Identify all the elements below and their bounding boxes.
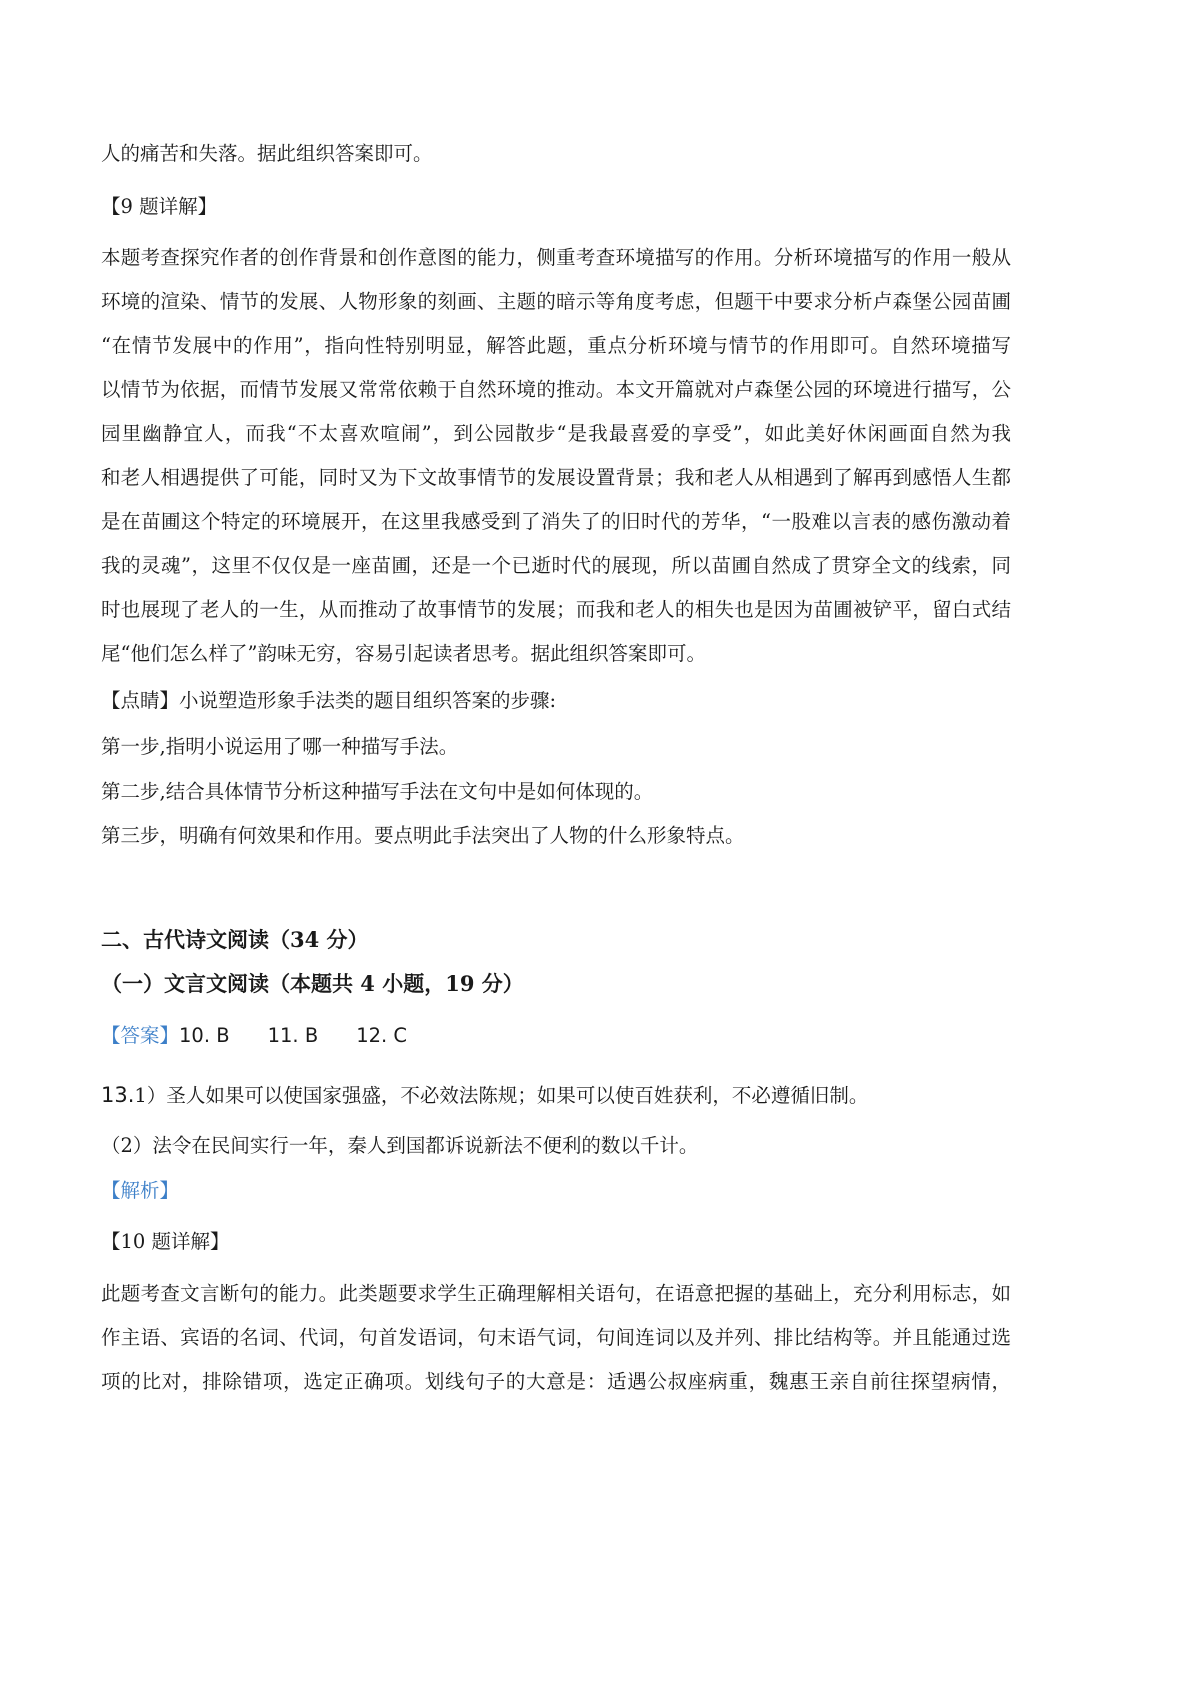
q13-number: 13. (101, 1083, 135, 1107)
section-subtitle: （一）文言文阅读（本题共 4 小题，19 分） (101, 971, 524, 996)
answer-item: 10. B (179, 1024, 230, 1047)
section-title: 二、古代诗文阅读（34 分） (101, 927, 369, 952)
q9-line: 以情节为依据，而情节发展又常常依赖于自然环境的推动。本文开篇就对卢森堡公园的环境进行描写，公 (101, 378, 1011, 401)
q9-line: 是在苗圃这个特定的环境展开，在这里我感受到了消失了的旧时代的芳华，“一股难以言表的感伤激动着 (101, 510, 1011, 533)
tip-step-2: 第二步,结合具体情节分析这种描写手法在文句中是如何体现的。 (101, 780, 654, 803)
q9-line: 和老人相遇提供了可能，同时又为下文故事情节的发展设置背景；我和老人从相遇到了解再到感悟人生都 (101, 466, 1011, 489)
q9-line: 尾“他们怎么样了”韵味无穷，容易引起读者思考。据此组织答案即可。 (101, 642, 706, 665)
q10-header: 【10 题详解】 (101, 1230, 230, 1253)
analysis-label: 【解析】 (101, 1179, 180, 1202)
q9-line: 我的灵魂”，这里不仅仅是一座苗圃，还是一个已逝时代的展现，所以苗圃自然成了贯穿全文的线索，同 (101, 554, 1011, 577)
q10-line: 项的比对，排除错项，选定正确项。划线句子的大意是：适遇公叔座病重，魏惠王亲自前往探望病情， (101, 1370, 1011, 1393)
q9-line: 本题考查探究作者的创作背景和创作意图的能力，侧重考查环境描写的作用。分析环境描写的作用一般从 (101, 246, 1011, 269)
tip-step-3: 第三步，明确有何效果和作用。要点明此手法突出了人物的什么形象特点。 (101, 824, 745, 847)
q9-header: 【9 题详解】 (101, 195, 218, 218)
answer-item: 11. B (267, 1024, 319, 1047)
q10-line: 此题考查文言断句的能力。此类题要求学生正确理解相关语句，在语意把握的基础上，充分利用标志，如 (101, 1282, 1011, 1305)
answer-label: 【答案】 (101, 1024, 180, 1047)
q13-answer-1: 13.1）圣人如果可以使国家强盛，不必效法陈规；如果可以使百姓获利，不必遵循旧制。 (101, 1083, 869, 1107)
tip-step-1: 第一步,指明小说运用了哪一种描写手法。 (101, 735, 459, 758)
q10-line: 作主语、宾语的名词、代词，句首发语词，句末语气词，句间连词以及并列、排比结构等。并且能通过选 (101, 1326, 1011, 1349)
q9-line: 时也展现了老人的一生，从而推动了故事情节的发展；而我和老人的相失也是因为苗圃被铲平，留白式结 (101, 598, 1011, 621)
paragraph-tail: 人的痛苦和失落。据此组织答案即可。 (101, 142, 433, 165)
q9-line: 园里幽静宜人，而我“不太喜欢喧闹”，到公园散步“是我最喜爱的享受”，如此美好休闲画面自然为我 (101, 422, 1011, 445)
q9-line: “在情节发展中的作用”，指向性特别明显，解答此题，重点分析环境与情节的作用即可。自然环境描写 (101, 334, 1011, 357)
tip-intro: 【点睛】小说塑造形象手法类的题目组织答案的步骤: (101, 689, 557, 712)
q9-line: 环境的渲染、情节的发展、人物形象的刻画、主题的暗示等角度考虑，但题干中要求分析卢森堡公园苗圃 (101, 290, 1011, 313)
answer-item: 12. C (356, 1024, 408, 1047)
q13-answer-2: （2）法令在民间实行一年，秦人到国都诉说新法不便利的数以千计。 (101, 1134, 699, 1157)
answer-row (101, 1022, 1011, 1050)
